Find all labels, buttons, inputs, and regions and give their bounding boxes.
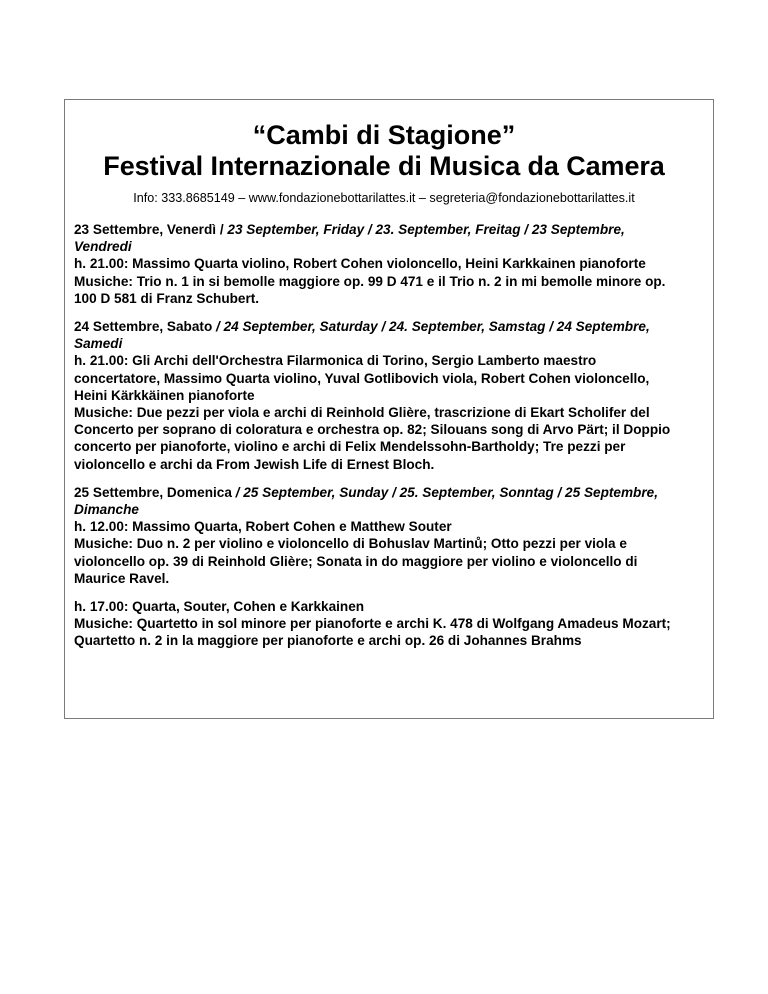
event-date-translations: / 25 September, Sunday / 25. September, Sonntag / 25 Septembre, Dimanche <box>74 484 658 518</box>
event-list <box>74 221 674 661</box>
event-program: Musiche: Due pezzi per viola e archi di Reinhold Glière, trascrizione di Ekart Scholifer del Concerto per soprano di coloratura e orchestra op. 82; Silouans song di Arvo Pärt; il Doppio concerto per pianoforte, violino e archi di Felix Mendelssohn-Bartholdy; Tre pezzi per violoncello e archi da From Jewish Life di Ernest Bloch. <box>74 405 671 472</box>
event-program: Musiche: Quartetto in sol minore per pianoforte e archi K. 478 di Wolfgang Amadeus Mozart; Quartetto n. 2 in la maggiore per pianoforte e archi op. 26 di Johannes Brahms <box>74 616 671 649</box>
event-date-italian: 24 Settembre, Sabato <box>74 319 213 335</box>
event-performance: h. 17.00: Quarta, Souter, Cohen e Karkkainen <box>74 599 365 615</box>
event-performance: h. 12.00: Massimo Quarta, Robert Cohen e Matthew Souter <box>74 519 452 535</box>
event-date-italian: 23 Settembre, Venerdì / <box>74 222 224 237</box>
event-block <box>74 484 674 587</box>
event-date-italian: 25 Settembre, Domenica <box>74 484 232 500</box>
page-title: “Cambi di Stagione” <box>252 120 516 150</box>
event-block <box>74 221 674 307</box>
event-performance: h. 21.00: Massimo Quarta violino, Robert Cohen violoncello, Heini Karkkainen pianoforte <box>74 256 646 272</box>
event-date <box>74 318 674 352</box>
event-program: Musiche: Trio n. 1 in si bemolle maggiore op. 99 D 471 e il Trio n. 2 in mi bemolle minore op. 100 D 581 di Franz Schubert. <box>74 273 666 306</box>
event-date <box>74 221 674 255</box>
event-date <box>74 484 674 518</box>
event-date-translations: 23 September, Friday / 23. September, Freitag / 23 Septembre, Vendredi <box>74 222 625 255</box>
event-date-translations: / 24 September, Saturday / 24. September, Samstag / 24 Septembre, Samedi <box>74 319 650 352</box>
page-subtitle: Festival Internazionale di Musica da Camera <box>103 151 665 181</box>
event-block <box>74 598 674 650</box>
event-block <box>74 318 674 473</box>
event-performance: h. 21.00: Gli Archi dell'Orchestra Filarmonica di Torino, Sergio Lamberto maestro concertatore, Massimo Quarta violino, Yuval Gotlibovich viola, Robert Cohen violoncello, Heini Kärkkäinen pianoforte <box>74 353 650 403</box>
contact-info: Info: 333.8685149 – www.fondazionebottarilattes.it – segreteria@fondazionebottarilattes.it <box>133 191 635 205</box>
event-program: Musiche: Duo n. 2 per violino e violoncello di Bohuslav Martinů; Otto pezzi per viola e violoncello op. 39 di Reinhold Glière; Sonata in do maggiore per violino e violoncello di Maurice Ravel. <box>74 536 638 586</box>
